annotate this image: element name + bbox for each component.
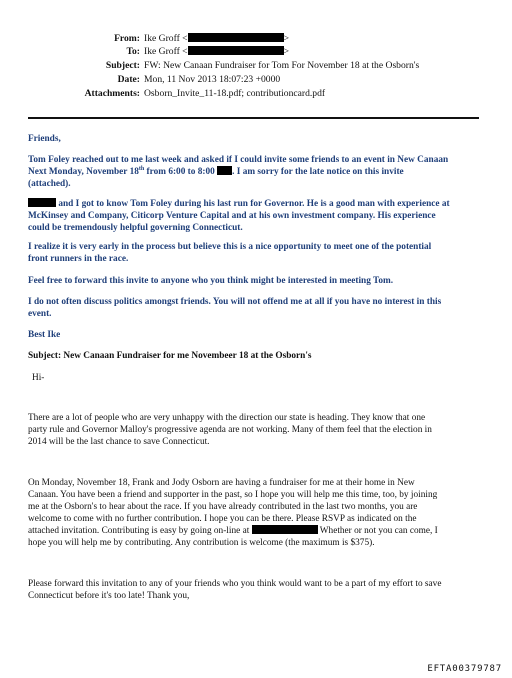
forward-paragraph-3 <box>28 241 484 265</box>
subject-label: Subject: <box>105 60 140 71</box>
forward-greeting: Friends, <box>28 134 61 144</box>
forward-paragraph-4: Feel free to forward this invite to anyone who you think might be interested in meeting Tom. <box>28 276 394 286</box>
text-line: party rule and Governor Malloy's progressive agenda are not working. Many of them feel that the election in <box>28 425 432 435</box>
original-paragraph-2 <box>28 477 484 549</box>
superscript: th <box>138 165 145 172</box>
header-divider <box>28 117 479 119</box>
redaction-block <box>28 198 56 207</box>
text-line: Canaan. You have been a friend and supporter in the past, so I hope you will help me this time, too, by joining <box>28 490 438 500</box>
text-line: Please forward this invitation to any of your friends who you think would want to be a part of my effort to save <box>28 579 442 589</box>
text-line: McKinsey and Company, Citicorp Venture Capital and at his own investment company. His experience <box>28 211 436 221</box>
to-value <box>144 46 289 58</box>
text-span: attached invitation. Contributing is easy by going on-line at <box>28 526 252 536</box>
text-line: 2014 will be the last chance to save Connecticut. <box>28 437 210 447</box>
forward-paragraph-2 <box>28 198 484 234</box>
text-line: hope you will help me by contributing. Any contribution is welcome (the maximum is $375). <box>28 538 375 548</box>
text-line: welcome to come with no further contribution. I hope you can be there. Please RSVP as indicated on the <box>28 514 417 524</box>
text-line: Connecticut before it's too late! Thank you, <box>28 591 190 601</box>
to-name: Ike Groff < <box>144 46 188 57</box>
bates-number: EFTA00379787 <box>427 664 502 674</box>
text-line: On Monday, November 18, Frank and Jody Osborn are having a fundraiser for me at their home in New <box>28 478 415 488</box>
original-paragraph-3 <box>28 578 484 602</box>
forward-paragraph-5 <box>28 296 484 320</box>
to-close: > <box>283 46 290 57</box>
redaction-block <box>217 166 232 175</box>
text-line: event. <box>28 309 52 319</box>
to-label: To: <box>126 46 140 57</box>
redaction-block <box>252 525 318 534</box>
original-paragraph-1 <box>28 412 484 448</box>
forward-paragraph-1 <box>28 154 484 190</box>
forward-signoff: Best Ike <box>28 330 61 340</box>
text-span: Whether or not you can come, I <box>317 526 438 536</box>
text-line: me at the Osborn's to hear about the race. If you have already contributed in the last two months, you are <box>28 502 418 512</box>
date-label: Date: <box>117 74 140 85</box>
attachments-value: Osborn_Invite_11-18.pdf; contributioncard.pdf <box>144 88 326 99</box>
redaction-block <box>188 46 284 55</box>
text-line: Tom Foley reached out to me last week and asked if I could invite some friends to an event in New Canaan <box>28 155 449 165</box>
text-line: I do not often discuss politics amongst friends. You will not offend me at all if you have no interest in this <box>28 297 442 307</box>
from-close: > <box>283 33 290 44</box>
from-name: Ike Groff < <box>144 33 188 44</box>
text-span: . I am sorry for the late notice on this invite <box>232 167 404 177</box>
from-label: From: <box>114 33 140 44</box>
text-line <box>28 198 484 210</box>
text-line: could be tremendously helpful governing Connecticut. <box>28 223 243 233</box>
text-span: from 6:00 to 8:00 <box>144 167 218 177</box>
text-line: (attached). <box>28 179 71 189</box>
text-line: front runners in the race. <box>28 254 129 264</box>
original-greeting: Hi- <box>32 373 45 383</box>
subject-value: FW: New Canaan Fundraiser for Tom For November 18 at the Osborn's <box>144 60 420 71</box>
text-span: and I got to know Tom Foley during his last run for Governor. He is a good man with experience at <box>56 199 450 209</box>
text-line <box>28 166 484 178</box>
text-line <box>28 525 484 537</box>
redaction-block <box>188 33 284 42</box>
attachments-label: Attachments: <box>84 88 140 99</box>
date-value: Mon, 11 Nov 2013 18:07:23 +0000 <box>144 74 281 85</box>
text-line: There are a lot of people who are very unhappy with the direction our state is heading. They know that one <box>28 413 426 423</box>
text-span: Next Monday, November 18 <box>28 167 139 177</box>
original-subject: Subject: New Canaan Fundraiser for me Novembeer 18 at the Osborn's <box>28 351 312 361</box>
from-value <box>144 33 289 45</box>
text-line: I realize it is very early in the process but believe this is a nice opportunity to meet one of the potential <box>28 242 432 252</box>
